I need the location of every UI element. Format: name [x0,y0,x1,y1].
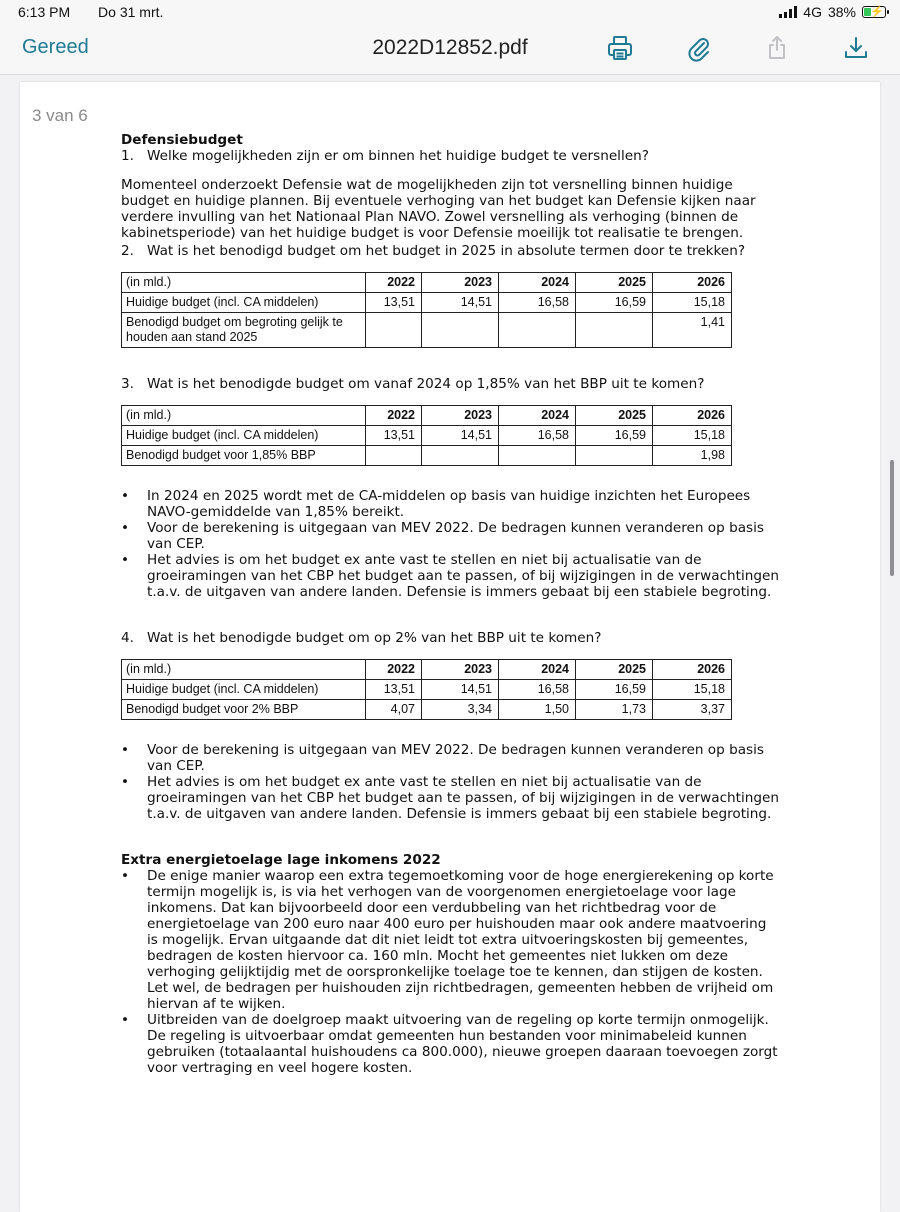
table-cell: 2026 [653,406,732,426]
bullet-list-2 [121,742,781,822]
table-cell: 1,73 [576,700,653,720]
table-cell: 16,59 [576,680,653,700]
status-right [779,4,886,20]
answer-paragraph-1: Momenteel onderzoekt Defensie wat de mogelijkheden zijn tot versnelling binnen huidige budget en huidige plannen. Bij eventuele verhoging van het budget kan Defensie kijken naar verdere invulling van het Nationaal Plan NAVO. Zowel versnelling als verhoging (binnen de kabinetsperiode) van het huidige budget is voor Defensie moeilijk tot realisatie te brengen. [121,177,756,241]
table-row [122,313,732,348]
table-cell: 3,37 [653,700,732,720]
bullet-list-1 [121,488,781,600]
question-4 [121,630,781,646]
table-cell: 2022 [366,660,422,680]
table-cell: (in mld.) [122,660,366,680]
budget-table-2 [121,405,732,466]
section-heading-defensie: Defensiebudget [121,132,243,148]
table-cell: Benodigd budget om begroting gelijk te houden aan stand 2025 [122,313,366,348]
list-item: • Voor de berekening is uitgegaan van MEV 2022. De bedragen kunnen veranderen op basis van CEP. [121,742,781,774]
table-cell: 2022 [366,273,422,293]
list-item: • Het advies is om het budget ex ante vast te stellen en niet bij actualisatie van de groeiramingen van het CBP het budget aan te passen, of bij wijzigingen in de verwachtingen t.a.v. de uitgaven van andere landen. Defensie is immers gebaat bij een stabiele begroting. [121,774,781,822]
list-item: • Voor de berekening is uitgegaan van MEV 2022. De bedragen kunnen veranderen op basis van CEP. [121,520,781,552]
table-cell [422,446,499,466]
table-cell: Huidige budget (incl. CA middelen) [122,293,366,313]
paperclip-icon[interactable] [685,34,713,62]
table-cell [366,446,422,466]
status-date: Do 31 mrt. [98,4,164,20]
table-cell: 15,18 [653,293,732,313]
table-cell: 2024 [499,406,576,426]
table-cell: 16,58 [499,426,576,446]
pdf-toolbar [0,24,900,75]
question-number: 2. [121,243,134,259]
question-text: Welke mogelijkheden zijn er om binnen het huidige budget te versnellen? [147,148,649,164]
battery-label: 38% [827,4,856,20]
table-cell: 13,51 [366,680,422,700]
table-cell [576,313,653,348]
table-cell: 2024 [499,273,576,293]
table-row [122,293,732,313]
bullet-list-3 [121,868,781,1076]
table-cell: 14,51 [422,293,499,313]
table-row [122,426,732,446]
budget-table-3 [121,659,732,720]
question-2 [121,243,781,259]
budget-table-1 [121,272,732,348]
battery-icon [862,6,886,18]
table-cell [366,313,422,348]
network-label: 4G [803,4,822,20]
table-cell: 16,59 [576,426,653,446]
table-cell: Benodigd budget voor 2% BBP [122,700,366,720]
table-cell: 2024 [499,660,576,680]
table-cell: 2023 [422,406,499,426]
question-number: 4. [121,630,134,646]
table-cell [499,446,576,466]
signal-icon [779,6,797,18]
table-cell: 2022 [366,406,422,426]
done-button[interactable]: Gereed [22,36,89,58]
table-cell: 15,18 [653,680,732,700]
table-cell: Huidige budget (incl. CA middelen) [122,426,366,446]
download-icon[interactable] [842,34,870,62]
page-indicator: 3 van 6 [32,106,88,125]
table-cell: 2026 [653,273,732,293]
table-cell: 15,18 [653,426,732,446]
status-time: 6:13 PM [18,4,71,20]
question-3 [121,376,781,392]
table-cell: 16,58 [499,293,576,313]
table-cell: 16,59 [576,293,653,313]
table-cell: 14,51 [422,426,499,446]
table-cell: Huidige budget (incl. CA middelen) [122,680,366,700]
list-item: • Het advies is om het budget ex ante vast te stellen en niet bij actualisatie van de groeiramingen van het CBP het budget aan te passen, of bij wijzigingen in de verwachtingen t.a.v. de uitgaven van andere landen. Defensie is immers gebaat bij een stabiele begroting. [121,552,781,600]
table-cell [422,313,499,348]
table-cell: 16,58 [499,680,576,700]
section-heading-energietoelage: Extra energietoelage lage inkomens 2022 [121,852,441,868]
document-title: 2022D12852.pdf [372,36,528,59]
table-row [122,700,732,720]
question-text: Wat is het benodigd budget om het budget in 2025 in absolute termen door te trekken? [147,243,746,259]
table-cell: 1,50 [499,700,576,720]
table-cell: 1,41 [653,313,732,348]
question-number: 1. [121,148,134,164]
table-header-row [122,660,732,680]
table-cell: 2023 [422,273,499,293]
status-bar [0,0,900,24]
table-cell: (in mld.) [122,273,366,293]
scrollbar[interactable] [890,460,894,576]
table-cell: (in mld.) [122,406,366,426]
table-cell: Benodigd budget voor 1,85% BBP [122,446,366,466]
print-icon[interactable] [606,34,634,62]
table-cell: 13,51 [366,426,422,446]
status-left [18,4,187,20]
page-content [121,132,781,1076]
table-row [122,446,732,466]
table-cell [499,313,576,348]
table-header-row [122,273,732,293]
share-icon[interactable] [763,34,791,62]
list-item: • In 2024 en 2025 wordt met de CA-middelen op basis van huidige inzichten het Europees NAVO-gemiddelde van 1,85% bereikt. [121,488,781,520]
table-cell: 13,51 [366,293,422,313]
question-text: Wat is het benodigde budget om op 2% van het BBP uit te komen? [147,630,602,646]
table-cell: 2025 [576,660,653,680]
table-cell: 4,07 [366,700,422,720]
question-text: Wat is het benodigde budget om vanaf 2024 op 1,85% van het BBP uit te komen? [147,376,705,392]
table-row [122,680,732,700]
table-cell: 14,51 [422,680,499,700]
table-cell: 2026 [653,660,732,680]
table-cell [576,446,653,466]
charging-bolt-icon: ⚡ [870,6,884,18]
question-1 [121,148,781,164]
table-cell: 1,98 [653,446,732,466]
table-cell: 3,34 [422,700,499,720]
pdf-page [20,82,880,1212]
list-item: • De enige manier waarop een extra tegemoetkoming voor de hoge energierekening op korte termijn mogelijk is, is via het verhogen van de voorgenomen energietoelage voor lage inkomens. Dat kan bijvoorbeeld door een verdubbeling van het richtbedrag voor de energietoelage van 200 euro naar 400 euro per huishouden maar ook andere maatvoering is mogelijk. Ervan uitgaande dat dit niet leidt tot extra uitvoeringskosten bij gemeentes, bedragen de kosten hiervoor ca. 160 mln. Mocht het gemeentes niet lukken om deze verhoging gelijktijdig met de oorspronkelijke toelage toe te kennen, dan stijgen de kosten. Let wel, de bedragen per huishouden zijn richtbedragen, gemeenten hebben de vrijheid om hiervan af te wijken. [121,868,781,1012]
table-cell: 2023 [422,660,499,680]
question-number: 3. [121,376,134,392]
list-item: • Uitbreiden van de doelgroep maakt uitvoering van de regeling op korte termijn onmogelijk. De regeling is uitvoerbaar omdat gemeenten hun bestanden voor minimabeleid kunnen gebruiken (totaalaantal huishoudens ca 800.000), nieuwe groepen daaraan toevoegen zorgt voor vertraging en veel hogere kosten. [121,1012,781,1076]
table-cell: 2025 [576,273,653,293]
table-cell: 2025 [576,406,653,426]
table-header-row [122,406,732,426]
